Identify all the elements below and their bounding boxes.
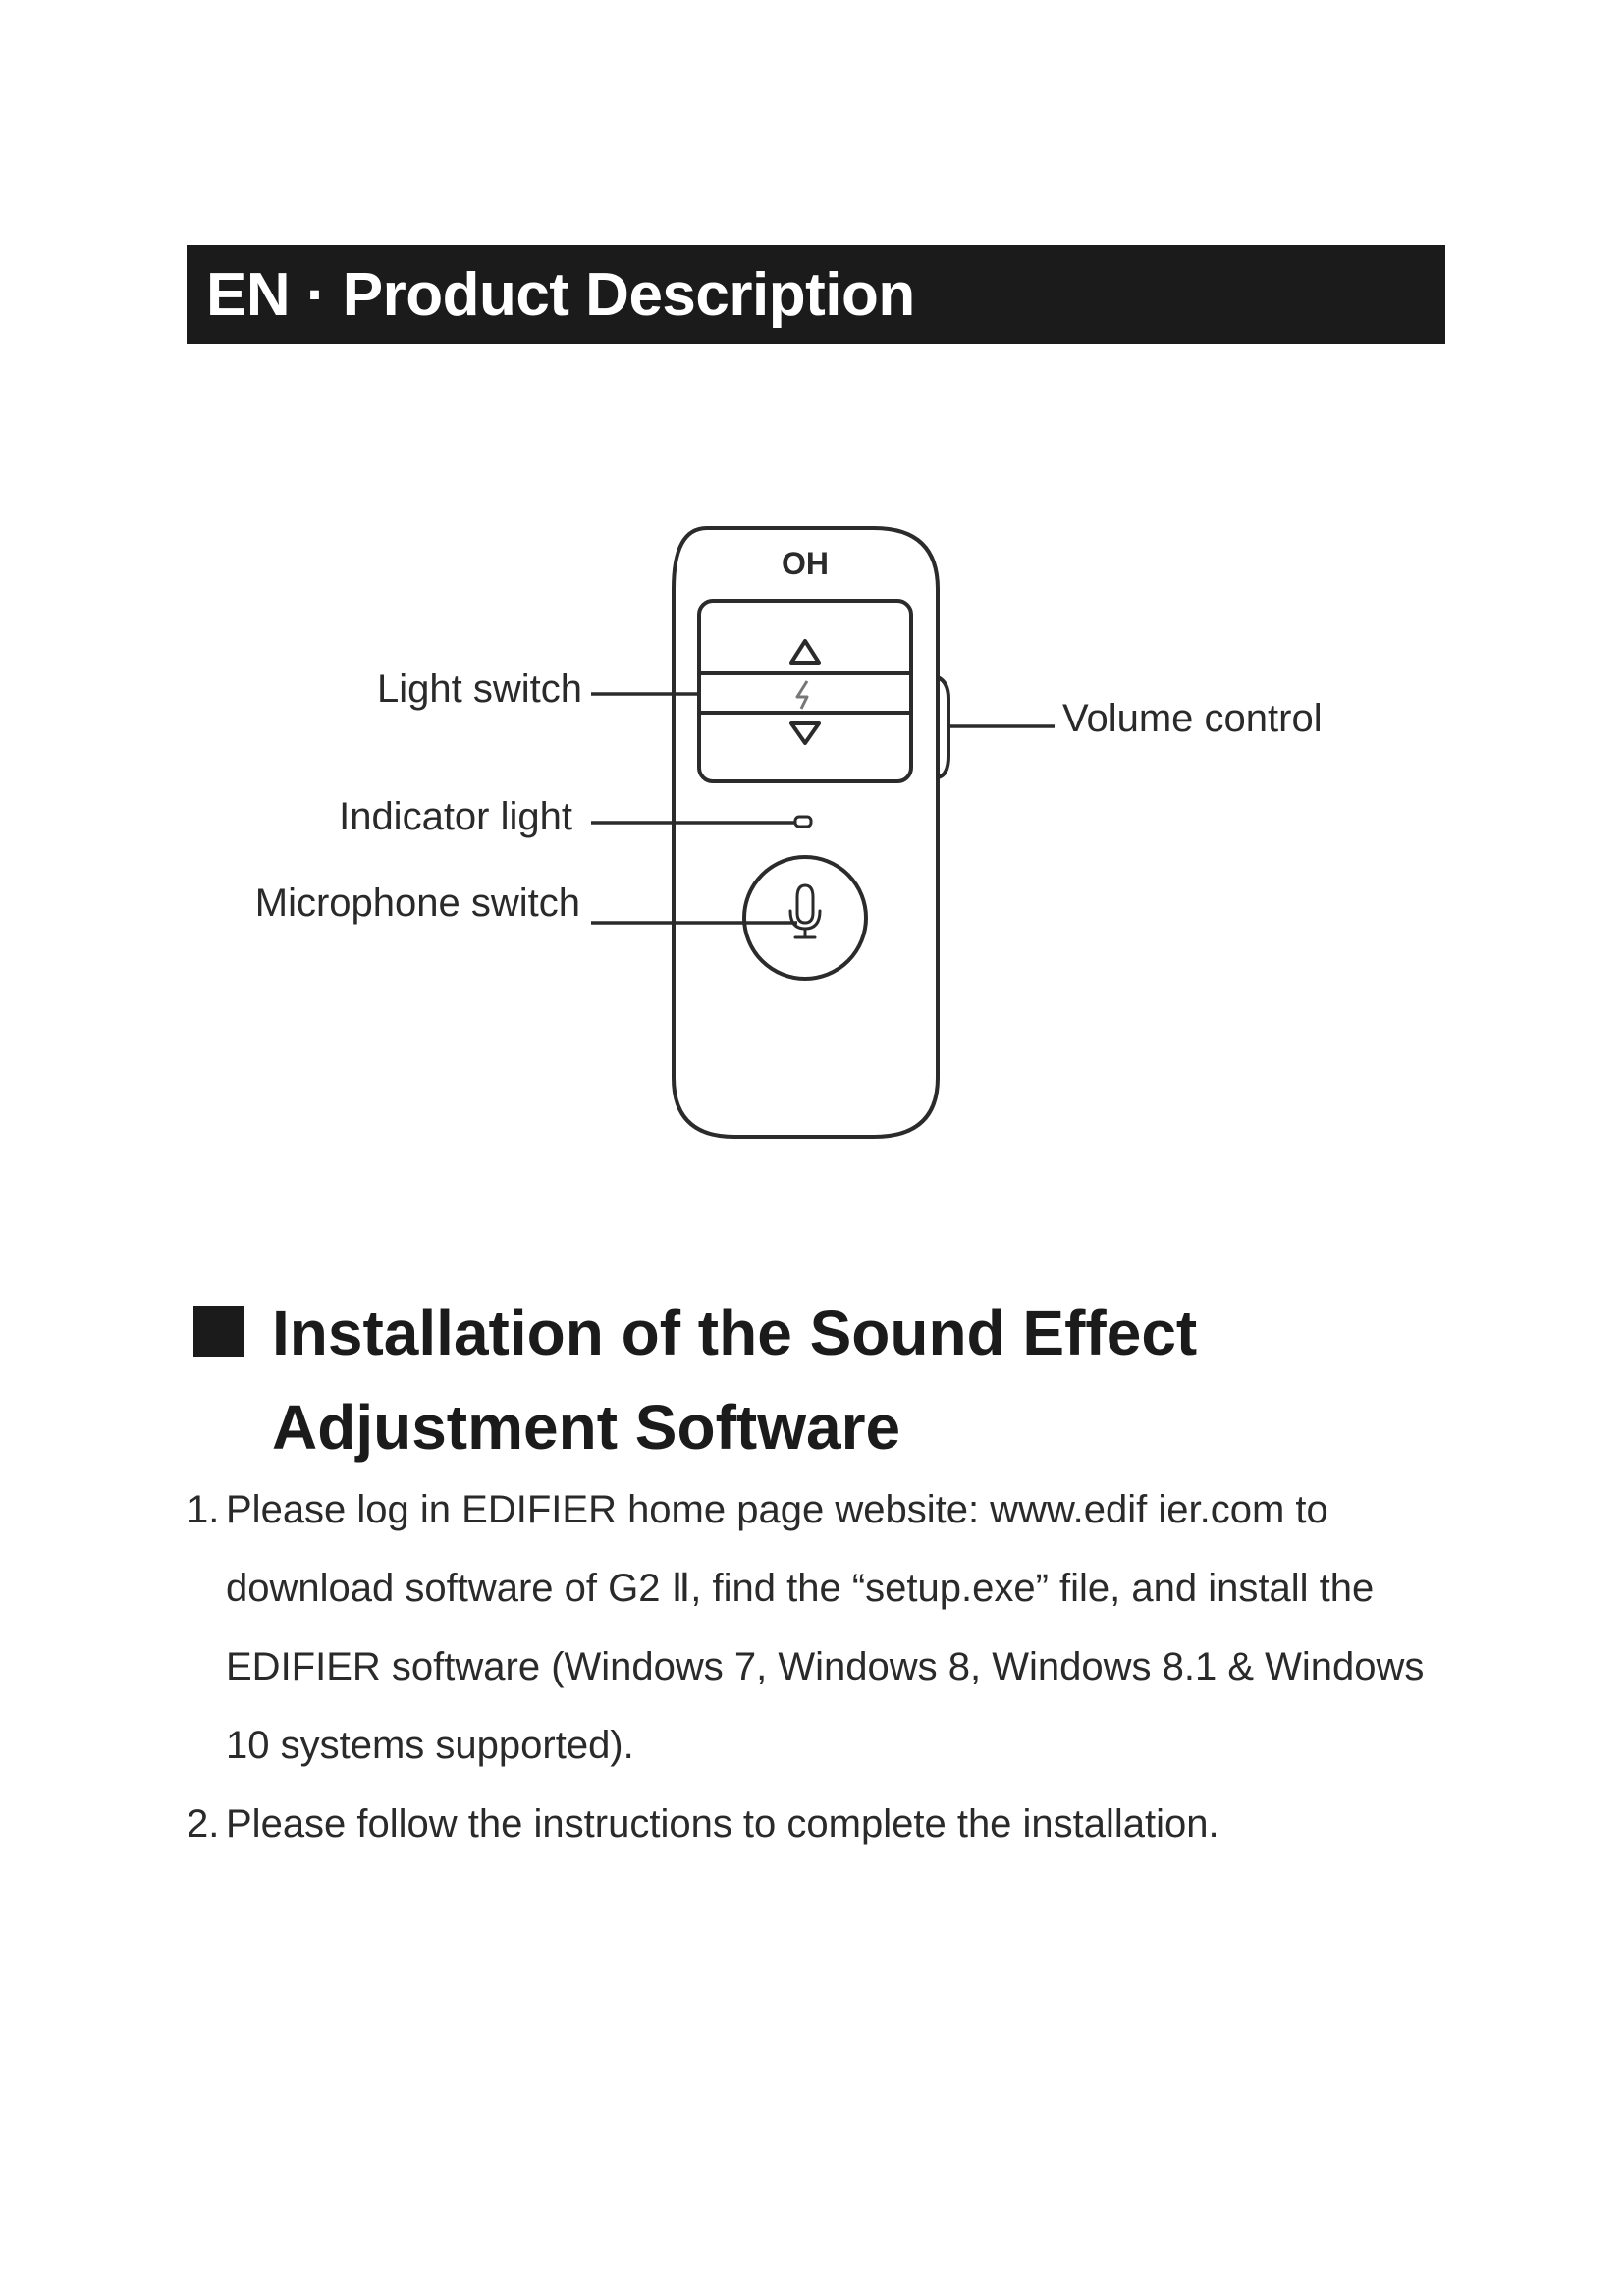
instruction-list xyxy=(187,1470,1463,1863)
list-item xyxy=(187,1785,1463,1863)
header-bar xyxy=(187,245,1445,344)
volume-rocker-outline xyxy=(699,601,911,781)
step-number: 1. xyxy=(187,1488,220,1531)
light-switch-label: Light switch xyxy=(377,667,582,711)
device-logo: OH xyxy=(782,546,829,581)
step-number: 2. xyxy=(187,1802,220,1845)
indicator-light-label: Indicator light xyxy=(339,795,572,838)
triangle-down-icon xyxy=(791,723,819,743)
volume-control-label: Volume control xyxy=(1062,697,1323,740)
square-bullet-icon xyxy=(193,1306,244,1357)
step-text: Please log in EDIFIER home page website: www.edif ier.com to download software of G2 Ⅱ, find the “setup.exe” file, and install the EDIFIER software (Windows 7, Windows 8, Windows 8.1 & Windows 10 systems supported). xyxy=(226,1488,1425,1767)
remote-body xyxy=(674,528,938,1137)
microphone-icon xyxy=(790,885,820,937)
step-text: Please follow the instructions to complete the installation. xyxy=(226,1802,1219,1845)
page-title: EN · Product Description xyxy=(206,260,915,329)
triangle-up-icon xyxy=(791,641,819,663)
lightning-icon xyxy=(797,681,807,709)
microphone-button xyxy=(744,857,866,979)
side-volume-button xyxy=(938,677,948,777)
indicator-light xyxy=(795,817,811,827)
section-title: Installation of the Sound Effect Adjustment Software xyxy=(272,1298,1198,1463)
list-item xyxy=(187,1470,1463,1785)
microphone-switch-label: Microphone switch xyxy=(254,881,580,925)
section-heading xyxy=(193,1286,1352,1474)
